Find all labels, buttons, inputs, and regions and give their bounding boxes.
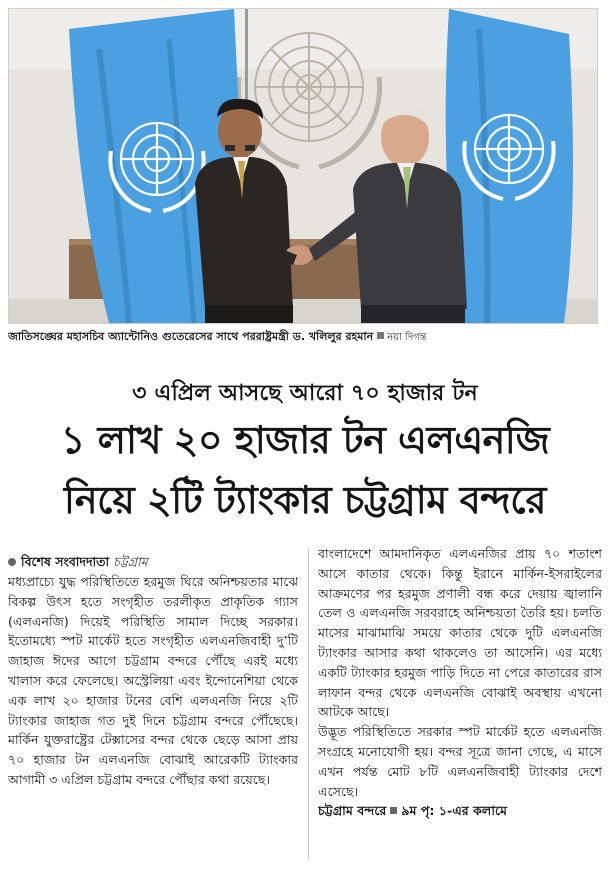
byline-place: চট্টগ্রাম (113, 554, 148, 569)
caption-credit: নয়া দিগন্ত (387, 332, 427, 343)
jump-separator-icon (390, 807, 397, 814)
byline-reporter: বিশেষ সংবাদদাতা (21, 554, 110, 569)
news-photo (8, 8, 598, 324)
jump-page: ৯ম পৃ: ১-এর কলামে (401, 803, 508, 819)
headline-line-1: ১ লাখ ২০ হাজার টন এলএনজি (60, 418, 550, 462)
article-column-right (318, 544, 602, 864)
caption-separator-icon (377, 332, 384, 339)
article-paragraph: উদ্ভূত পরিস্থিতিতে সরকার স্পট মার্কেট হতে এলএনজি সংগ্রহে মনোযোগী হয়। বন্দর সূত্রে জানা গেছে, এ মাসে এখন পর্যন্ত মোট ৮টি এলএনজিবাহী ট্যাংকার দেশে এসেছে। (318, 724, 602, 799)
photo-caption (8, 328, 600, 346)
jump-label: চট্টগ্রাম বন্দরে (318, 803, 387, 819)
column-divider (308, 548, 309, 860)
caption-text: জাতিসঙ্ঘের মহাসচিব অ্যান্টোনিও গুতেরেসের সাথে পররাষ্ট্রমন্ত্রী ড. খলিলুর রহমান (8, 330, 374, 343)
article-column-left (8, 558, 298, 858)
kicker-headline: ৩ এপ্রিল আসছে আরো ৭০ হাজার টন (132, 381, 478, 406)
headline-line-2: নিয়ে ২টি ট্যাংকার চট্টগ্রাম বন্দরে (64, 478, 546, 522)
main-headline (4, 410, 606, 530)
article-paragraph: বাংলাদেশে আমদানিকৃত এলএনজির প্রায় ৭০ শতাংশ আসে কাতার থেকে। কিন্তু ইরানে মার্কিন-ইসরাইলের আক্রমণের পর হরমুজ প্রণালী বন্ধ করে দেয়ায় জ্বালানি তেল ও এলএনজি সরবরাহে অনিশ্চয়তা তৈরি হয়। চলতি মাসের মাঝামাঝি সময়ে কাতার থেকে দুটি এলএনজি ট্যাংকার আসার কথা থাকলেও তা আসেনি। এর মধ্যে একটি ট্যাংকার হরমুজ পাড়ি দিতে না পেরে কাতারের রাস লাফান বন্দর থেকে এলএনজি বোঝাই অবস্থায় এখনো আটকে আছে। (318, 546, 602, 720)
continuation-link[interactable] (318, 801, 602, 821)
article-paragraph: মধ্যপ্রাচ্যে যুদ্ধ পরিস্থিতিতে হরমুজ ঘিরে অনিশ্চয়তার মাঝে বিকল্প উৎস হতে সংগৃহীত তরলীকৃত প্রাকৃতিক গ্যাস (এলএনজি) দিয়েই পরিস্থিতি সামাল দিচ্ছে সরকার। ইতোমধ্যে স্পট মার্কেট হতে সংগৃহীত এলএনজিবাহী দু’টি জাহাজ ঈদের আগে চট্টগ্রাম বন্দরে পৌঁছে এরই মধ্যে খালাস করে ফেলেছে। অস্ট্রেলিয়া এবং ইন্দোনেশিয়া থেকে এক লাখ ২০ হাজার টনের বেশি এলএনজি নিয়ে ২টি ট্যাংকার জাহাজ গত দুই দিনে চট্টগ্রাম বন্দরে পৌঁছেছে। মার্কিন যুক্তরাষ্ট্রের টেক্সাসের বন্দর থেকে ছেড়ে আসা প্রায় ৭০ হাজার টন এলএনজি বোঝাই আরেকটি ট্যাংকার আগামী ৩ এপ্রিল চট্টগ্রাম বন্দরে পৌঁছার কথা রয়েছে। (8, 574, 298, 787)
